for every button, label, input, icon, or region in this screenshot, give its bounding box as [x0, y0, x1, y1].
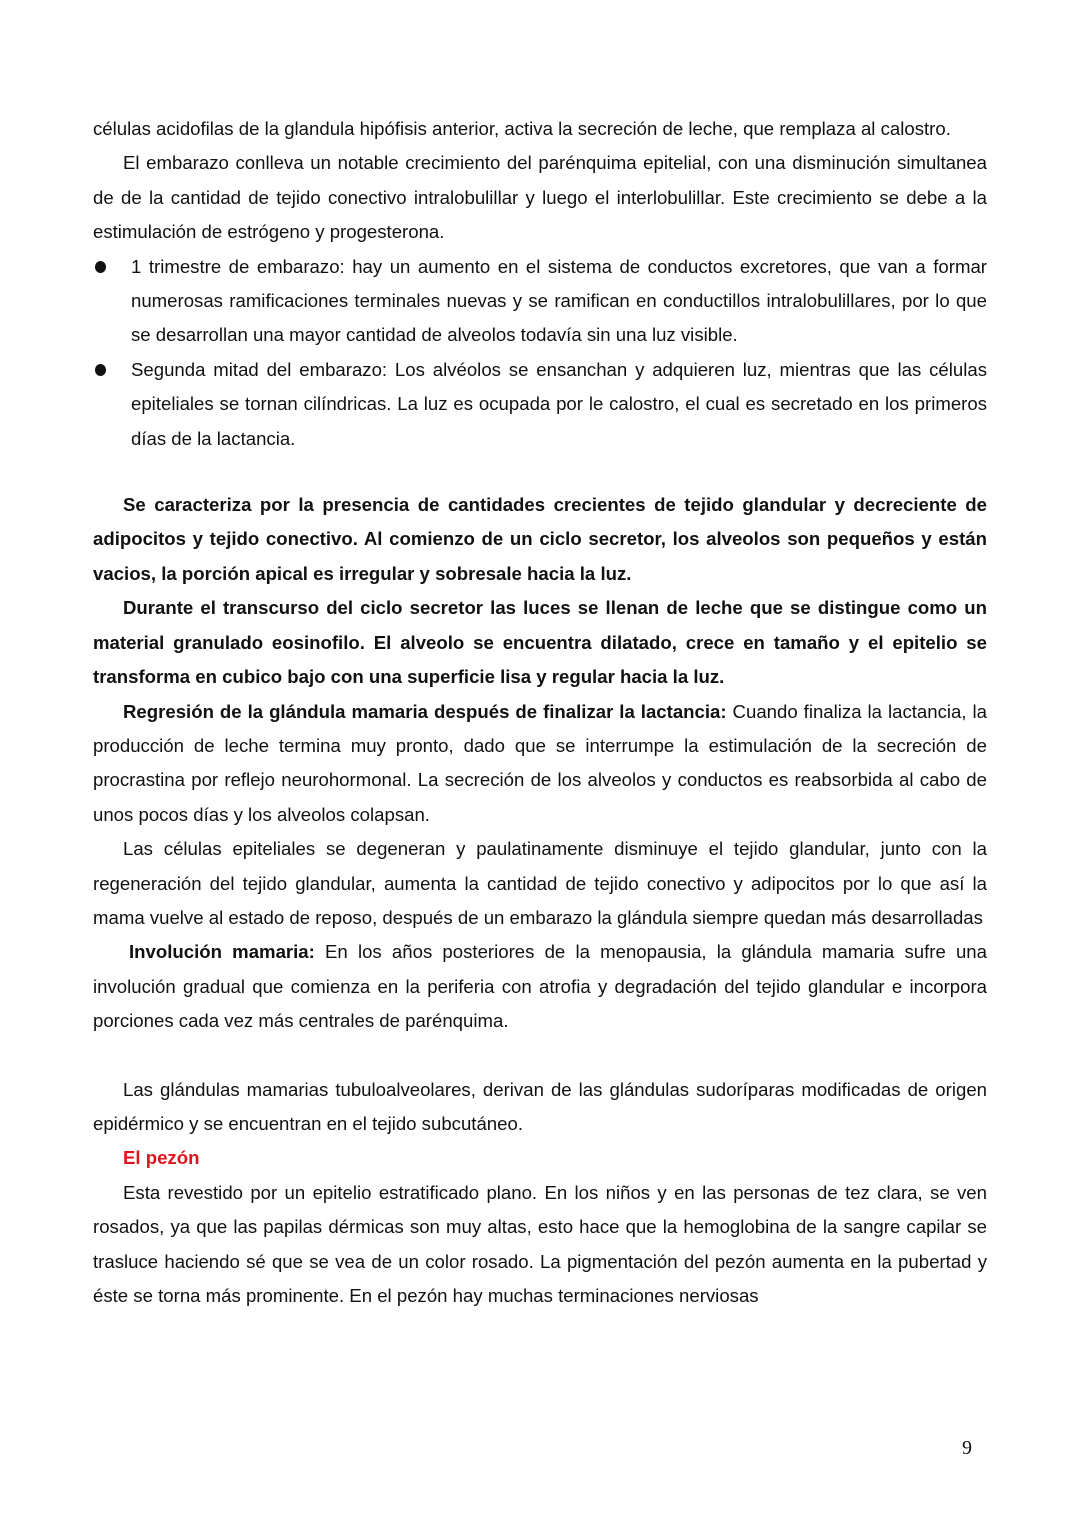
- bullet-item-second-half: [93, 353, 987, 456]
- paragraph-embarazo: El embarazo conlleva un notable crecimiento del parénquima epitelial, con una disminución simultanea de de la cantidad de tejido conectivo intralobulillar y luego el interlobulillar. Este crecimiento se debe a la estimulación de estrógeno y progesterona.: [93, 152, 987, 243]
- paragraph-regression: [93, 695, 987, 833]
- paragraph-epithelial-degeneration: Las células epiteliales se degeneran y paulatinamente disminuye el tejido glandular, junto con la regeneración del tejido glandular, aumenta la cantidad de tejido conectivo y adipocitos por lo que así la mama vuelve al estado de reposo, después de un embarazo la glándula siempre quedan más desarrolladas: [93, 838, 987, 928]
- bullet-text: 1 trimestre de embarazo: hay un aumento en el sistema de conductos excretores, que van a formar numerosas ramificaciones terminales nuevas y se ramifican en conductillos intralobulillares, por lo que se desarrollan una mayor cantidad de alveolos todavía sin una luz visible.: [131, 255, 987, 346]
- document-page-body: [93, 112, 987, 1313]
- bullet-item-first-trimester: [93, 250, 987, 353]
- bullet-dot-icon: [95, 364, 106, 376]
- paragraph-involution: [93, 935, 987, 1038]
- involution-text: En los años posteriores de la menopausia, la glándula mamaria sufre una involución gradual que comienza en la periferia con atrofia y degradación del tejido glandular e incorpora porciones cada vez más centrales de parénquima.: [93, 941, 987, 1032]
- paragraph-tubuloalveolar: Las glándulas mamarias tubuloalveolares, derivan de las glándulas sudoríparas modificadas de origen epidérmico y se encuentran en el tejido subcutáneo.: [93, 1078, 987, 1134]
- regression-text: Cuando finaliza la lactancia, la producción de leche termina muy pronto, dado que se interrumpe la estimulación de la secreción de procrastina por reflejo neurohormonal. La secreción de los alveolos y conductos es reabsorbida al cabo de unos pocos días y los alveolos colapsan.: [93, 700, 987, 825]
- paragraph-pezon: Esta revestido por un epitelio estratificado plano. En los niños y en las personas de tez clara, se ven rosados, ya que las papilas dérmicas son muy altas, esto hace que la hemoglobina de la sangre capilar se trasluce haciendo sé que se vea de un color rosado. La pigmentación del pezón aumenta en la pubertad y éste se torna más prominente. En el pezón hay muchas terminaciones nerviosas: [93, 1181, 987, 1306]
- bullet-dot-icon: [95, 261, 106, 273]
- bullet-text: Segunda mitad del embarazo: Los alvéolos se ensanchan y adquieren luz, mientras que las células epiteliales se tornan cilíndricas. La luz es ocupada por le calostro, el cual es secretado en los primeros días de la lactancia.: [131, 358, 987, 449]
- paragraph-lactating-gland: Se caracteriza por la presencia de cantidades crecientes de tejido glandular y decreciente de adipocitos y tejido conectivo. Al comienzo de un ciclo secretor, los alveolos son pequeños y están vacios, la porción apical es irregular y sobresale hacia la luz.: [93, 494, 987, 584]
- involution-lead: Involución mamaria:: [129, 941, 315, 963]
- page-number: 9: [962, 1437, 972, 1459]
- section-heading-pezon: El pezón: [123, 1147, 200, 1169]
- spacer: [93, 456, 987, 488]
- paragraph-calostro: células acidofilas de la glandula hipófisis anterior, activa la secreción de leche, que remplaza al calostro.: [93, 118, 951, 139]
- spacer: [93, 1039, 987, 1073]
- regression-lead: Regresión de la glándula mamaria después de finalizar la lactancia:: [123, 700, 727, 722]
- pregnancy-bullet-list: [93, 250, 987, 456]
- paragraph-secretory-cycle: Durante el transcurso del ciclo secretor las luces se llenan de leche que se distingue como un material granulado eosinofilo. El alveolo se encuentra dilatado, crece en tamaño y el epitelio se transforma en cubico bajo con una superficie lisa y regular hacia la luz.: [93, 597, 987, 688]
